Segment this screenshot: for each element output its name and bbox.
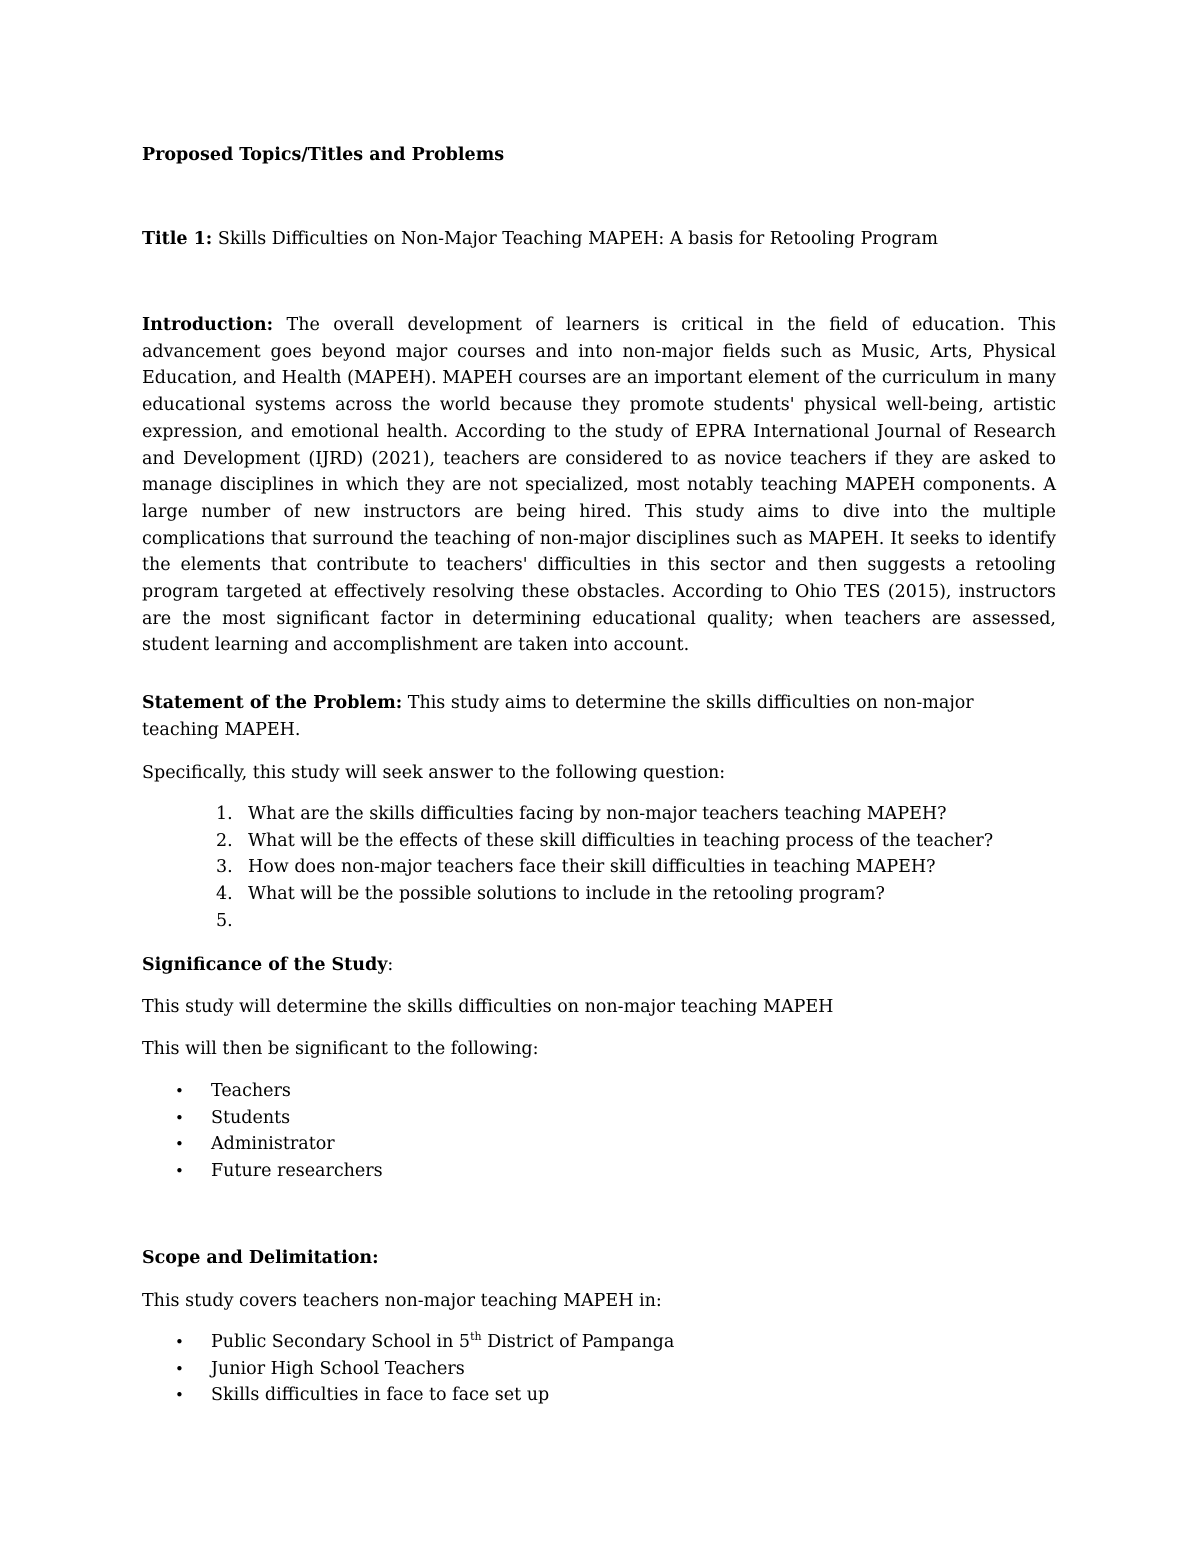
list-item <box>142 1329 674 1356</box>
list-item <box>142 881 1042 908</box>
list-number: 5. <box>216 910 233 931</box>
bullet-icon: • <box>175 1333 184 1351</box>
specifically-line: Specifically, this study will seek answer to the following question: <box>142 763 726 783</box>
scope-item-text: Skills difficulties in face to face set up <box>211 1385 550 1406</box>
bullet-icon: • <box>175 1359 184 1378</box>
list-item <box>142 908 1042 935</box>
list-number: 2. <box>216 830 233 851</box>
title-1-line <box>142 226 1062 253</box>
bullet-icon: • <box>175 1386 184 1405</box>
question-text: What will be the possible solutions to include in the retooling program? <box>248 884 885 905</box>
list-item <box>142 828 1042 855</box>
document-heading: Proposed Topics/Titles and Problems <box>142 145 505 165</box>
introduction-text: The overall development of learners is critical in the field of education. This advancement goes beyond major courses and into non-major fields such as Music, Arts, Physical Education, and Health (MAPEH). MAPEH courses are an important element of the curriculum in many educational systems across the world because they promote students' physical well-being, artistic expression, and emotional health. According to the study of EPRA International Journal of Research and Development (IJRD) (2021), teachers are considered to as novice teachers if they are asked to manage disciplines in which they are not specialized, most notably teaching MAPEH components. A large number of new instructors are being hired. This study aims to dive into the multiple complications that surround the teaching of non-major disciplines such as MAPEH. It seeks to identify the elements that contribute to teachers' difficulties in this sector and then suggests a retooling program targeted at effectively resolving these obstacles. According to Ohio TES (2015), instructors are the most significant factor in determining educational quality; when teachers are assessed, student learning and accomplishment are taken into account. <box>142 315 1056 656</box>
scope-item-text: Public Secondary School in 5th District of Pampanga <box>211 1330 675 1352</box>
question-text: How does non-major teachers face their skill difficulties in teaching MAPEH? <box>248 857 936 878</box>
bullet-icon: • <box>175 1082 184 1100</box>
beneficiary-text: Teachers <box>211 1081 291 1101</box>
scope-list <box>142 1329 674 1409</box>
statement-of-problem-paragraph <box>142 690 1042 743</box>
significance-line-1: This study will determine the skills difficulties on non-major teaching MAPEH <box>142 997 834 1017</box>
list-number: 4. <box>216 884 233 905</box>
beneficiaries-list <box>142 1078 383 1185</box>
list-item <box>142 801 1042 828</box>
statement-of-problem-text: This study aims to determine the skills difficulties on non-major teaching MAPEH. <box>142 693 974 740</box>
question-text: What will be the effects of these skill difficulties in teaching process of the teacher? <box>248 830 994 851</box>
research-questions-list <box>142 801 1042 934</box>
title-1-text: Skills Difficulties on Non-Major Teaching MAPEH: A basis for Retooling Program <box>212 229 938 249</box>
significance-heading: Significance of the Study: <box>142 955 394 975</box>
scope-line-1: This study covers teachers non-major teaching MAPEH in: <box>142 1291 662 1311</box>
list-item <box>142 1131 383 1158</box>
introduction-paragraph <box>142 312 1056 659</box>
significance-line-2: This will then be significant to the following: <box>142 1039 539 1059</box>
beneficiary-text: Future researchers <box>211 1161 383 1182</box>
bullet-icon: • <box>175 1162 184 1181</box>
list-item <box>142 854 1042 881</box>
list-number: 3. <box>216 857 233 878</box>
list-number: 1. <box>216 804 233 824</box>
question-text: What are the skills difficulties facing by non-major teachers teaching MAPEH? <box>248 804 947 824</box>
list-item <box>142 1158 383 1185</box>
list-item <box>142 1105 383 1132</box>
title-1-label: Title 1: <box>142 229 213 249</box>
bullet-icon: • <box>175 1135 184 1154</box>
list-item <box>142 1382 674 1409</box>
beneficiary-text: Administrator <box>211 1134 335 1155</box>
scope-heading: Scope and Delimitation: <box>142 1248 379 1268</box>
list-item <box>142 1356 674 1383</box>
beneficiary-text: Students <box>211 1107 291 1128</box>
scope-item-text: Junior High School Teachers <box>211 1358 465 1379</box>
statement-of-problem-label: Statement of the Problem: <box>142 693 403 713</box>
bullet-icon: • <box>175 1108 184 1127</box>
introduction-label: Introduction: <box>142 315 274 335</box>
list-item <box>142 1078 383 1105</box>
